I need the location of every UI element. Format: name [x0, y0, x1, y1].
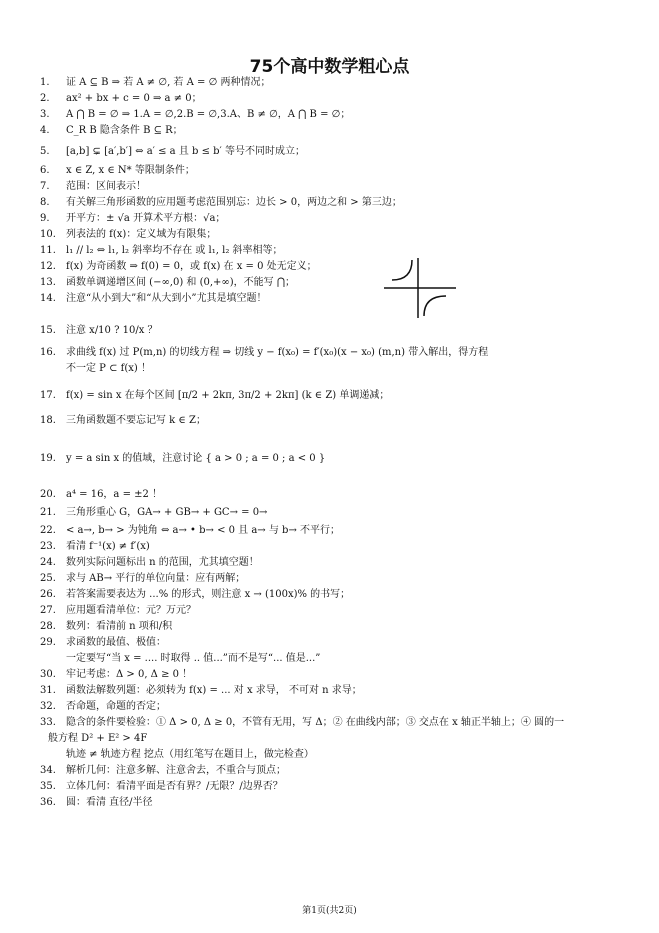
- list-item: 10. 列表法的 f(x)：定义域为有限集；: [40, 229, 217, 240]
- list-item: 36. 圆：看清 直径/半径: [40, 797, 153, 808]
- list-item: 27. 应用题看清单位：元？万元？: [40, 605, 196, 616]
- page-title: 75个高中数学粗心点: [249, 57, 410, 77]
- list-item: 34. 解析几何：注意多解、注意舍去，不重合与顶点；: [40, 765, 286, 776]
- list-item: 6. x ∈ Z, x ∈ N* 等限制条件；: [40, 165, 195, 176]
- list-item: 4. C_R B 隐含条件 B ⊆ R；: [40, 125, 183, 136]
- list-item: 15. 注意 x/10 ? 10/x ？: [40, 325, 158, 336]
- list-item: 7. 范围：区间表示！: [40, 181, 146, 192]
- list-item: 16. 求曲线 f(x) 过 P(m,n) 的切线方程 ⇒ 切线 y − f(x₀) = f′(x₀)(x − x₀) (m,n) 带入解出，得方程: [40, 347, 489, 358]
- list-item: 14. 注意“从小到大”和“从大到小”尤其是填空题！: [40, 293, 267, 304]
- list-item: 26. 若答案需要表达为 ...% 的形式，则注意 x → (100x)% 的书写；: [40, 589, 351, 600]
- list-item: 32. 否命题，命题的否定；: [40, 701, 166, 712]
- list-item: 23. 看清 f⁻¹(x) ≠ f′(x): [40, 541, 150, 552]
- list-item-continuation: 般方程 D² + E² > 4F: [48, 733, 148, 744]
- list-item: 2. ax² + bx + c = 0 ⇒ a ≠ 0；: [40, 93, 202, 104]
- page-footer: 第1页(共2页): [302, 906, 357, 916]
- list-item-continuation: 一定要写“当 x = .... 时取得 .. 值...”而不是写“... 值是...”: [66, 653, 321, 664]
- list-item: 20. a⁴ = 16，a = ±2 ！: [40, 489, 163, 500]
- list-item: 18. 三角函数题不要忘记写 k ∈ Z；: [40, 415, 206, 426]
- list-item: 25. 求与 AB→ 平行的单位向量：应有两解；: [40, 573, 246, 584]
- list-item-continuation: 轨迹 ≠ 轨迹方程 挖点（用红笔写在题目上，做完检查）: [66, 749, 314, 760]
- list-item: 19. y = a sin x 的值域，注意讨论 { a > 0 ; a = 0 ; a < 0 }: [40, 453, 326, 464]
- list-item: 24. 数列实际问题标出 n 的范围，尤其填空题！: [40, 557, 259, 568]
- list-item: 28. 数列：看清前 n 项和/积: [40, 621, 173, 632]
- list-item: 22. < a→, b→ > 为钝角 ⇔ a→ • b→ < 0 且 a→ 与 b→ 不平行；: [40, 525, 340, 536]
- list-item: 31. 函数法解数列题：必须转为 f(x) = ... 对 x 求导， 不可对 n 求导；: [40, 685, 362, 696]
- list-item: 13. 函数单调递增区间 (−∞,0) 和 (0,+∞)，不能写 ⋂；: [40, 277, 296, 288]
- list-item: 29. 求函数的最值、极值：: [40, 637, 166, 648]
- notes-list: [40, 76, 630, 812]
- hyperbola-sketch-icon: [384, 258, 456, 318]
- list-item: 17. f(x) = sin x 在每个区间 [π/2 + 2kπ, 3π/2 + 2kπ] (k ∈ Z) 单调递减；: [40, 390, 390, 401]
- list-item: 11. l₁ // l₂ ⇔ l₁, l₂ 斜率均不存在 或 l₁, l₂ 斜率相等；: [40, 245, 283, 256]
- list-item: 3. A ⋂ B = ∅ ⇒ 1.A = ∅,2.B = ∅,3.A、B ≠ ∅，A ⋂ B = ∅；: [40, 109, 351, 120]
- list-item: 33. 隐含的条件要检验：① Δ > 0, Δ ≥ 0，不管有无用，写 Δ；② 在曲线内部；③ 交点在 x 轴正半轴上；④ 圆的一: [40, 717, 565, 728]
- list-item: 1. 证 A ⊆ B ⇒ 若 A ≠ ∅, 若 A = ∅ 两种情况；: [40, 77, 271, 88]
- list-item: 5. [a,b] ⊊ [a′,b′] ⇔ a′ ≤ a 且 b ≤ b′ 等号不同时成立；: [40, 146, 305, 157]
- list-item: 35. 立体几何：看清平面是否有界？/无限？/边界否？: [40, 781, 283, 792]
- list-item: 9. 开平方：± √a 开算术平方根：√a；: [40, 213, 226, 224]
- list-item-continuation: 不一定 P ⊂ f(x) ！: [66, 363, 151, 374]
- list-item: 12. f(x) 为奇函数 ⇒ f(0) = 0，或 f(x) 在 x = 0 处无定义；: [40, 261, 317, 272]
- list-item: 30. 牢记考虑：Δ > 0, Δ ≥ 0 ！: [40, 669, 193, 680]
- list-item: 8. 有关解三角形函数的应用题考虑范围别忘：边长 > 0，两边之和 > 第三边；: [40, 197, 402, 208]
- list-item: 21. 三角形重心 G，GA→ + GB→ + GC→ = 0→: [40, 507, 268, 518]
